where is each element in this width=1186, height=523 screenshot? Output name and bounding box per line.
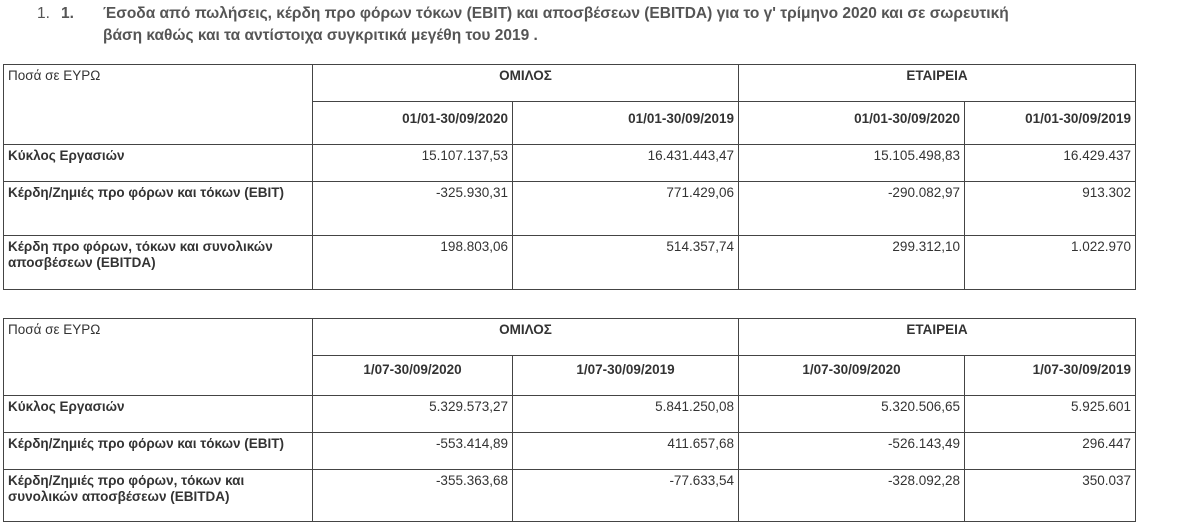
heading-line-1: Έσοδα από πωλήσεις, κέρδη προ φόρων τόκων (EBIT) και αποσβέσεων (EBITDA) για το γ' τρίμηνο 2020 και σε σωρευτική <box>103 5 1009 22</box>
list-number: 1. <box>37 5 50 22</box>
row-label: Κέρδη/Ζημιές προ φόρων και τόκων (EBIT) <box>4 182 313 236</box>
company-header: ΕΤΑΙΡΕΙΑ <box>739 319 1136 356</box>
value-cell: 350.037 <box>965 470 1136 522</box>
table-header-row <box>4 65 1136 102</box>
group-header: ΟΜΙΛΟΣ <box>313 319 739 356</box>
row-label: Κέρδη/Ζημιές προ φόρων, τόκων και συνολικών αποσβέσεων (EBITDA) <box>4 470 313 522</box>
period-header: 01/01-30/09/2019 <box>965 102 1136 145</box>
row-label: Κύκλος Εργασιών <box>4 145 313 182</box>
table-row <box>4 433 1136 470</box>
value-cell: -553.414,89 <box>313 433 513 470</box>
quarterly-results-table <box>3 318 1136 522</box>
table-row <box>4 236 1136 290</box>
section-heading <box>37 3 1177 47</box>
section-number: 1. <box>61 5 74 22</box>
value-cell: 5.329.573,27 <box>313 396 513 433</box>
value-cell: 771.429,06 <box>513 182 739 236</box>
table-row <box>4 396 1136 433</box>
value-cell: -77.633,54 <box>513 470 739 522</box>
value-cell: -328.092,28 <box>739 470 965 522</box>
unit-label: Ποσά σε ΕΥΡΩ <box>4 319 313 396</box>
period-header: 1/07-30/09/2020 <box>313 356 513 396</box>
value-cell: 913.302 <box>965 182 1136 236</box>
value-cell: 16.431.443,47 <box>513 145 739 182</box>
unit-label: Ποσά σε ΕΥΡΩ <box>4 65 313 145</box>
value-cell: 5.925.601 <box>965 396 1136 433</box>
company-header: ΕΤΑΙΡΕΙΑ <box>739 65 1136 102</box>
value-cell: 411.657,68 <box>513 433 739 470</box>
row-label: Κέρδη προ φόρων, τόκων και συνολικών αποσβέσεων (EBITDA) <box>4 236 313 290</box>
row-label: Κύκλος Εργασιών <box>4 396 313 433</box>
value-cell: 514.357,74 <box>513 236 739 290</box>
value-cell: -526.143,49 <box>739 433 965 470</box>
value-cell: 5.320.506,65 <box>739 396 965 433</box>
table-row <box>4 182 1136 236</box>
value-cell: 15.107.137,53 <box>313 145 513 182</box>
period-header: 01/01-30/09/2020 <box>739 102 965 145</box>
table-header-row <box>4 319 1136 356</box>
group-header: ΟΜΙΛΟΣ <box>313 65 739 102</box>
value-cell: 5.841.250,08 <box>513 396 739 433</box>
cumulative-results-table <box>3 64 1136 290</box>
period-header: 1/07-30/09/2019 <box>965 356 1136 396</box>
table-row <box>4 145 1136 182</box>
period-header: 01/01-30/09/2019 <box>513 102 739 145</box>
period-header: 01/01-30/09/2020 <box>313 102 513 145</box>
value-cell: 198.803,06 <box>313 236 513 290</box>
value-cell: 15.105.498,83 <box>739 145 965 182</box>
period-header: 1/07-30/09/2020 <box>739 356 965 396</box>
heading-line-2: βάση καθώς και τα αντίστοιχα συγκριτικά μεγέθη του 2019 . <box>103 27 538 44</box>
value-cell: -290.082,97 <box>739 182 965 236</box>
value-cell: -355.363,68 <box>313 470 513 522</box>
value-cell: 1.022.970 <box>965 236 1136 290</box>
value-cell: -325.930,31 <box>313 182 513 236</box>
period-header: 1/07-30/09/2019 <box>513 356 739 396</box>
value-cell: 16.429.437 <box>965 145 1136 182</box>
row-label: Κέρδη/Ζημιές προ φόρων και τόκων (EBIT) <box>4 433 313 470</box>
value-cell: 299.312,10 <box>739 236 965 290</box>
table-row <box>4 470 1136 522</box>
value-cell: 296.447 <box>965 433 1136 470</box>
